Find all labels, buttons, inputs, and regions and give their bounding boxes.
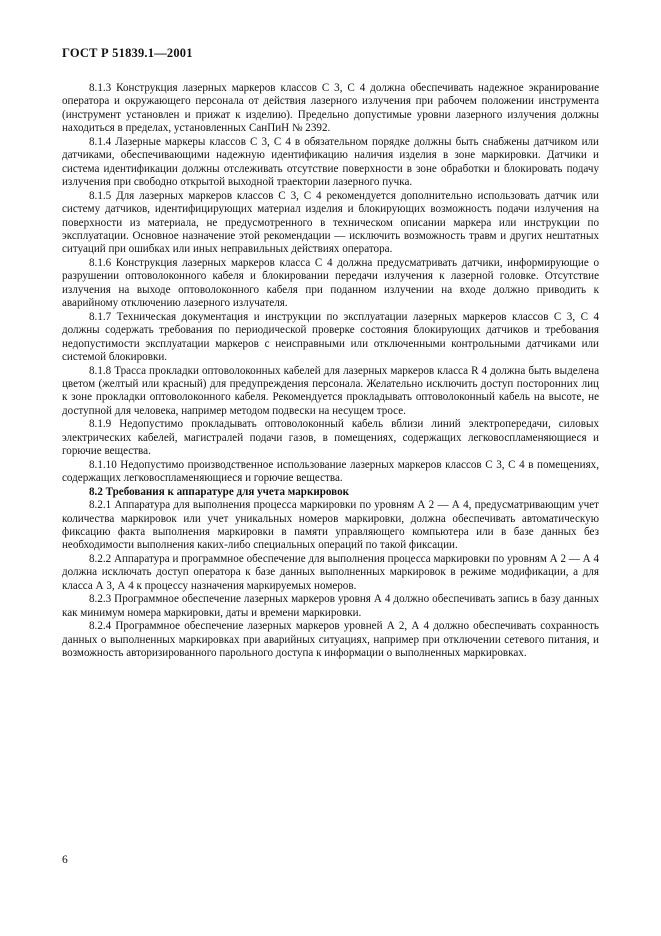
paragraph-8-2-1: 8.2.1 Аппаратура для выполнения процесса маркировки по уровням А 2 — А 4, предусматривающим учет количества маркировок или учет уникальных номеров маркировки, должна обеспечивать автоматическую фиксацию факта выполнения маркировки в памяти управляющего компьютера или в базе данных без необходимости выполнения каких-либо специальных операций по такой фиксации. [62, 499, 599, 552]
paragraph-8-1-5: 8.1.5 Для лазерных маркеров классов С 3, С 4 рекомендуется дополнительно использовать датчик или систему датчиков, идентифицирующих материал изделия и блокирующих возможность подачи излучения на поверхности из материала, не предусмотренного в техническом описании маркера или инструкции по эксплуатации. Основное назначение этой рекомендации — исключить возможность травм и других нештатных ситуаций при ошибках или иных неправильных действиях оператора. [62, 189, 599, 256]
paragraph-8-2-4: 8.2.4 Программное обеспечение лазерных маркеров уровней А 2, А 4 должно обеспечивать сохранность данных о выполненных маркировках при аварийных ситуациях, например при отключении сетевого питания, и возможность авторизированного парольного доступа к информации о выполненных маркировках. [62, 620, 599, 660]
paragraph-8-1-6: 8.1.6 Конструкция лазерных маркеров класса С 4 должна предусматривать датчики, информирующие о разрушении оптоволоконного кабеля и блокировании передачи излучения к лазерной головке. Отсутствие излучения на выходе оптоволоконного кабеля при поданном излучении на входе должно приводить к аварийному отключению лазерного излучателя. [62, 256, 599, 310]
paragraph-8-1-9: 8.1.9 Недопустимо прокладывать оптоволоконный кабель вблизи линий электропередачи, силовых электрических кабелей, магистралей подачи газов, в помещениях, содержащих легковоспламеняющиеся и горючие вещества. [62, 418, 599, 458]
document-body [62, 82, 599, 660]
paragraph-8-1-3: 8.1.3 Конструкция лазерных маркеров классов С 3, С 4 должна обеспечивать надежное экранирование оператора и окружающего персонала от действия лазерного излучения при рабочем положении инструмента (инструмент установлен и прижат к изделию). Предельно допустимые уровни лазерного излучения должны находиться в пределах, установленных СанПиН № 2392. [62, 82, 599, 135]
paragraph-8-1-7: 8.1.7 Техническая документация и инструкции по эксплуатации лазерных маркеров классов С 3, С 4 должны содержать требования по периодической проверке состояния блокирующих датчиков и требования недопустимости эксплуатации маркеров с неисправными или отключенными контрольными датчиками или системой блокировки. [62, 310, 599, 364]
paragraph-8-1-10: 8.1.10 Недопустимо производственное использование лазерных маркеров классов С 3, С 4 в помещениях, содержащих легковоспламеняющиеся и горючие вещества. [62, 458, 599, 485]
paragraph-8-1-4: 8.1.4 Лазерные маркеры классов С 3, С 4 в обязательном порядке должны быть снабжены датчиком или датчиками, обеспечивающими надежную идентификацию наличия изделия в зоне маркировки. Датчики и система идентификации должны отслеживать отсутствие поверхности в зоне обработки и блокировать подачу излучения при свободно открытой выходной траектории лазерного пучка. [62, 135, 599, 189]
paragraph-8-2-3: 8.2.3 Программное обеспечение лазерных маркеров уровня А 4 должно обеспечивать запись в базу данных как минимум номера маркировки, даты и времени маркировки. [62, 593, 599, 619]
paragraph-8-2-2: 8.2.2 Аппаратура и программное обеспечение для выполнения процесса маркировки по уровням А 2 — А 4 должна исключать доступ оператора к базе данных выполненных маркировок в режиме модификации, а для класса А 3, А 4 к процессу назначения маркируемых номеров. [62, 552, 599, 592]
section-heading-8-2: 8.2 Требования к аппаратуре для учета маркировок [89, 485, 350, 498]
page-number: 6 [62, 854, 68, 866]
document-header: ГОСТ Р 51839.1—2001 [62, 46, 193, 60]
paragraph-8-1-8: 8.1.8 Трасса прокладки оптоволоконных кабелей для лазерных маркеров класса R 4 должна быть выделена цветом (желтый или красный) для предупреждения персонала. Желательно исключить доступ посторонних лиц к зоне прокладки оптоволоконного кабеля. Рекомендуется прокладывать оптоволоконный кабель на высоте, не доступной для человека, например методом подвески на несущем тросе. [62, 364, 599, 417]
